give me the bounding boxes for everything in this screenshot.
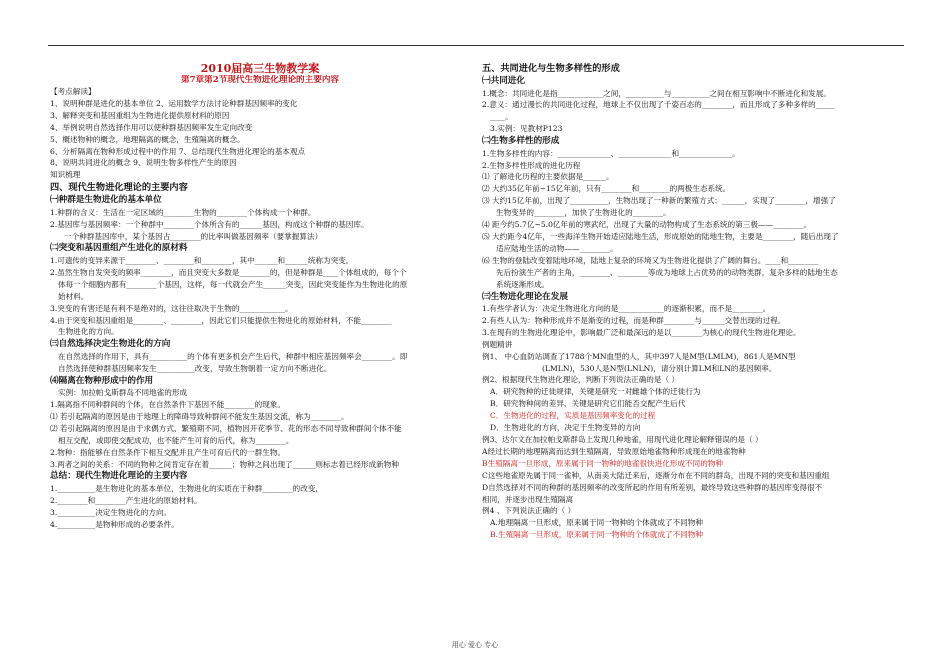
text-line: 4.由于突变和基因重组是________、________，因此它们只能提供生物进化的原始材料，不能________	[50, 315, 392, 325]
section-heading: 五、共同进化与生物多样性的形成	[482, 63, 620, 74]
text-line: 1、说明种群是进化的基本单位 2、运用数学方法讨论种群基因频率的变化	[50, 98, 298, 108]
text-line: ⑵ 若引起隔离的原因是由于求偶方式、繁殖期不同，植物因开花季节、花的形态不同导致种群间个体不能	[50, 423, 402, 433]
text-line: 例题精讲	[482, 339, 513, 349]
text-line: 自然选择使种群基因频率发生__________改变，导致生物朝着一定方向不断进化。	[58, 363, 332, 373]
subsection-heading: ㈢自然选择决定生物进化的方向	[50, 339, 171, 350]
text-line: 始材料。	[58, 291, 89, 301]
text-line: 3.在现有的生物进化理论中，影响最广泛和最深远的是以________为核心的现代生物进化理论。	[482, 327, 801, 337]
text-line: ⑷ 距今约5.7亿~5.0亿年前的寒武纪，出现了大量的动物构成了生态系统的第三极——________。	[482, 220, 812, 230]
text-line: ⑵ 大约35亿年前~15亿年前，只有________和________的两极生态系统。	[482, 184, 731, 194]
option-line: 相同，并逐步出现生殖隔离	[482, 494, 574, 504]
text-line: 1.生物多样性的内容：______________、______________和______________。	[482, 148, 740, 158]
header-rule	[48, 45, 904, 46]
text-line: 实例：加拉帕戈斯群岛不同地雀的形成	[58, 388, 188, 398]
text-line: ⑴ 若引起隔离的原因是由于地理上的障碍导致种群间不能发生基因交流，称为________。	[50, 411, 349, 421]
page-footer: 用心 爱心 专心	[451, 641, 499, 649]
text-line: ⑴ 了解进化历程的主要依据是______。	[482, 172, 614, 182]
subsection-heading: 总结：现代生物进化理论的主要内容	[50, 471, 188, 482]
text-line: 3.实例：见教材P123	[490, 124, 563, 134]
text-line: 1.隔离指不同种群间的个体，在自然条件下基因不能________的现象。	[50, 400, 286, 410]
subsection-heading: ⑷隔离在物种形成中的作用	[50, 375, 154, 386]
text-line: 1.概念：共同进化是指____________之间，__________与__________之间在相互影响中不断进化和发展。	[482, 88, 831, 98]
option-line: A．研究物种的迁徙规律，关键是研究一对雌雄个体的迁徙行为	[490, 387, 701, 397]
text-line: ____。	[490, 112, 513, 122]
text-line: 一个种群基因库中，某个基因占________的比率叫做基因频率（要掌握算法）	[64, 231, 323, 241]
text-line: 例2、根据现代生物进化理论，判断下列说法正确的是（ ）	[482, 375, 680, 385]
text-line: 6、分析隔离在物种形成过程中的作用 7、总结现代生物进化理论的基本观点	[50, 146, 306, 156]
text-line: 2.意义：通过漫长的共同进化过程，地球上不仅出现了千姿百态的________，而且形成了多种多样的_____	[482, 100, 835, 110]
subsection-heading: ㈡生物多样性的形成	[482, 136, 560, 147]
text-line: ⑶ 大约15亿年前，出现了__________，生物出现了一种新的繁殖方式：______，实现了________，增强了	[482, 196, 836, 206]
option-line: B．研究物种间的差异，关键是研究它们能否交配产生后代	[490, 399, 686, 409]
text-line: 1.种群的含义：生活在一定区域的________生物的________个体构成一个种群。	[50, 207, 316, 217]
text-line: 生物进化的方向。	[58, 327, 119, 337]
text-line: 8、说明共同进化的概念 9、说明生物多样性产生的原因	[50, 158, 237, 168]
text-line: 2.虽然生物自发突变的频率________，而且突变大多数是________的，但是种群是____个体组成的，每个个	[50, 267, 407, 277]
text-line: 生物变异的________，加快了生物进化的________。	[496, 208, 671, 218]
text-line: 2.物种：指能够在自然条件下相互交配并且产生可育后代的一群生物。	[50, 447, 286, 457]
option-line: A经过长期的地理隔离而达到生殖隔离，导致原始地雀物种形成现在的地雀物种	[482, 446, 746, 456]
text-line: 2.生物多样性形成的进化历程	[482, 160, 581, 170]
subsection-heading: ㈢生物进化理论在发展	[482, 291, 568, 302]
text-line: 例1、 中心血防站调查了1788个MN血型的人，其中397人是M型(LMLM)，861人是MN型	[482, 351, 796, 361]
text-line: 1.__________是生物进化的基本单位，生物进化的实质在于种群________的改变，	[50, 483, 324, 493]
text-line: 4.__________是物种形成的必要条件。	[50, 519, 179, 529]
subsection-heading: ㈠种群是生物进化的基本单位	[50, 195, 162, 206]
text-line: 3.两者之间的关系：不同的物种之间肯定存在着______；物种之间出现了______则标志着已经形成新物种	[50, 459, 399, 469]
text-line: ⑸ 大约距今4亿年，一些海洋生物开始适应陆地生活，形成原始的陆地生物，主要是________，随后出现了	[482, 231, 839, 241]
left-column	[50, 62, 470, 531]
text-line: (LMLN)，530人是N型(LNLN)，请分别计算LM和LN的基因频率。	[542, 363, 777, 373]
text-line: 2.有些人认为：物种形成并不是渐变的过程，而是种群________与______交替出现的过程。	[482, 315, 786, 325]
answer-option-line: B.生殖隔离一旦形成，原来属于同一物种的个体就成了不同物种	[490, 530, 704, 540]
text-line: 1.可遗传的变异来源于________、________和________，其中______和______统称为突变。	[50, 255, 354, 265]
text-line: 知识梳理	[50, 170, 81, 180]
subsection-heading: ㈡突变和基因重组产生进化的原材料	[50, 243, 188, 254]
option-line: C这些地雀原先属于同一雀种，从南美大陆迁来后，逐渐分布在不同的群岛，出现不同的突变和基因重组	[482, 470, 830, 480]
text-line: 5、概述物种的概念，地理隔离的概念，生殖隔离的概念。	[50, 134, 245, 144]
text-line: 2.基因库与基因频率：一个种群中________个体所含有的______基因，构成这个种群的基因库。	[50, 219, 369, 229]
text-line: 4、举例说明自然选择作用可以使种群基因频率发生定向改变	[50, 122, 253, 132]
text-line: 例3、达尔文在加拉帕戈斯群岛上发现几种地雀，用现代进化理论解释错误的是（ ）	[482, 434, 763, 444]
text-line: 适应陆地生活的动物——________。	[496, 243, 618, 253]
text-line: 3、解释突变和基因重组为生物进化提供原材料的原因	[50, 110, 230, 120]
text-line: 3.突变的有害还是有利不是绝对的，这往往取决于生物的____________。	[50, 303, 293, 313]
option-line: D自然选择对不同的种群的基因频率的改变所起的作用有所差别，最终导致这些种群的基因库变得很不	[482, 482, 823, 492]
text-line: 例4 、下列说法正确的（ ）	[482, 506, 576, 516]
text-line: 体每一个细胞内都有________个基因，这样，每一代就会产生______突变，因此突变能作为生物进化的原	[58, 279, 408, 289]
right-column	[482, 62, 906, 541]
text-line: ⑹ 生物的登陆改变着陆地环境，陆地上复杂的环境又为生物进化提供了广阔的舞台。____和________	[482, 255, 819, 265]
page-subtitle: 第7章第2节现代生物进化理论的主要内容	[180, 75, 340, 85]
subsection-heading: ㈠共同进化	[482, 76, 525, 86]
text-line: 相互交配，或即使交配成功，也不能产生可育的后代，称为________。	[58, 435, 294, 445]
text-line: 3.__________决定生物进化的方向。	[50, 507, 172, 517]
text-line: 【考点解读】	[50, 87, 96, 96]
text-line: 1.有些学者认为：决定生物进化方向的是____________的逐渐积累，而不是________。	[482, 304, 771, 313]
option-line: D．生物进化的方向，决定于生物变异的方向	[490, 423, 641, 433]
page-title: 2010届高三生物教学案	[200, 62, 320, 75]
text-line: 先后扮演生产者的主角，________、________等成为地球上占优势的的动物类群，复杂多样的陆地生态	[496, 267, 838, 277]
option-line: A.地理隔离一旦形成，原来属于同一物种的个体就成了不同物种	[490, 518, 703, 528]
text-line: 在自然选择的作用下，具有__________的个体有更多机会产生后代，种群中相应基因频率会________。即	[58, 351, 408, 361]
section-heading: 四、现代生物进化理论的主要内容	[50, 182, 188, 194]
answer-option-line: C．生物进化的过程，实质是基因频率变化的过程	[490, 411, 656, 421]
text-line: 系统逐渐形成。	[496, 279, 550, 289]
answer-option-line: B生殖隔离一旦形成，原来属于同一物种的地雀很快进化形成不同的物种	[482, 458, 723, 468]
text-line: 2.________和________产生进化的原始材料。	[50, 495, 202, 505]
